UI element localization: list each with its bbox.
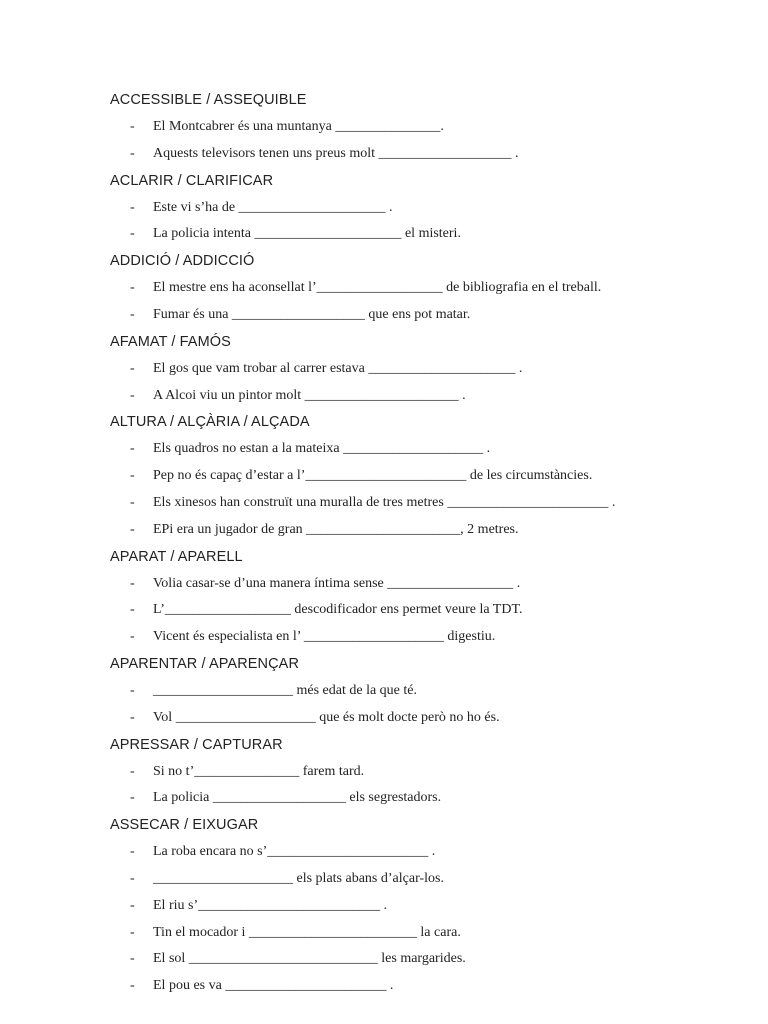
exercise-sentence (110, 141, 730, 168)
list-dash: - (130, 494, 135, 510)
exercise-sentence (110, 517, 730, 544)
word-pair-heading: ALTURA / ALÇÀRIA / ALÇADA (110, 414, 310, 431)
exercise-sentence (110, 383, 730, 410)
list-dash: - (130, 978, 135, 994)
list-dash: - (130, 521, 135, 537)
list-dash: - (130, 575, 135, 591)
list-dash: - (130, 119, 135, 134)
exercise-sentence (110, 436, 730, 463)
list-dash: - (130, 226, 135, 242)
sentence-text: El mestre ens ha aconsellat l’__________________ de bibliografia en el treball. (153, 280, 602, 296)
word-pair-section (110, 87, 730, 168)
sentence-text: L’__________________ descodificador ens permet veure la TDT. (153, 602, 523, 618)
sentence-text: A Alcoi viu un pintor molt ______________________ . (153, 387, 466, 403)
exercise-sentence (110, 973, 730, 1000)
exercise-sentence (110, 946, 730, 973)
list-dash: - (130, 870, 135, 886)
word-pair-heading: APRESSAR / CAPTURAR (110, 736, 283, 753)
sentence-text: Tin el mocador i ________________________ la cara. (153, 924, 461, 940)
list-dash: - (130, 763, 135, 779)
sentence-text: El riu s’__________________________ . (153, 897, 388, 913)
list-dash: - (130, 709, 135, 725)
word-pair-heading: ACLARIR / CLARIFICAR (110, 172, 274, 189)
sentence-text: El sol ___________________________ les margarides. (153, 951, 466, 967)
list-dash: - (130, 468, 135, 484)
exercise-sentence (110, 463, 730, 490)
word-pair-heading: APARAT / APARELL (110, 548, 243, 565)
word-pair-heading: ADDICIÓ / ADDICCIÓ (110, 253, 255, 270)
list-dash: - (130, 387, 135, 403)
word-pair-section (110, 329, 730, 410)
exercise-sentence (110, 221, 730, 248)
list-dash: - (130, 924, 135, 940)
sentence-text: Este vi s’ha de _____________________ . (153, 199, 393, 215)
sentence-text: EPi era un jugador de gran ______________________, 2 metres. (153, 521, 519, 537)
word-pair-section (110, 409, 730, 543)
sentence-text: La policia intenta _____________________ el misteri. (153, 226, 461, 242)
sentence-text: El gos que vam trobar al carrer estava _____________________ . (153, 360, 523, 376)
list-dash: - (130, 441, 135, 457)
sentence-text: El Montcabrer és una muntanya _______________. (153, 119, 444, 134)
sentence-text: ____________________ més edat de la que té. (153, 682, 418, 698)
word-pair-heading: APARENTAR / APARENÇAR (110, 655, 300, 672)
exercise-sentence (110, 678, 730, 705)
sentence-text: Fumar és una ___________________ que ens pot matar. (153, 306, 471, 322)
exercise-sentence (110, 490, 730, 517)
sentence-text: La policia ___________________ els segrestadors. (153, 790, 442, 806)
list-dash: - (130, 602, 135, 618)
exercise-sentence (110, 571, 730, 598)
exercise-sentence (110, 759, 730, 786)
exercise-sentence (110, 893, 730, 920)
exercise-sentence (110, 114, 730, 141)
word-pair-section (110, 248, 730, 329)
exercise-sentence (110, 275, 730, 302)
exercise-sentence (110, 866, 730, 893)
word-pair-section (110, 168, 730, 249)
sentence-text: Vol ____________________ que és molt docte però no ho és. (153, 709, 500, 725)
sentence-text: Pep no és capaç d’estar a l’_______________________ de les circumstàncies. (153, 468, 593, 484)
list-dash: - (130, 145, 135, 161)
list-dash: - (130, 199, 135, 215)
sentence-text: Vicent és especialista en l’ ____________________ digestiu. (153, 629, 496, 645)
list-dash: - (130, 280, 135, 296)
sentence-text: La roba encara no s’_______________________ . (153, 844, 436, 860)
sentence-text: ____________________ els plats abans d’alçar-los. (153, 870, 444, 886)
word-pair-heading: ASSECAR / EIXUGAR (110, 817, 259, 834)
list-dash: - (130, 682, 135, 698)
list-dash: - (130, 306, 135, 322)
exercise-sentence (110, 839, 730, 866)
exercise-sentence (110, 302, 730, 329)
list-dash: - (130, 790, 135, 806)
sentence-text: Volia casar-se d’una manera íntima sense __________________ . (153, 575, 521, 591)
word-pair-heading: ACCESSIBLE / ASSEQUIBLE (110, 92, 307, 108)
exercise-sentence (110, 195, 730, 222)
exercise-sentence (110, 624, 730, 651)
list-dash: - (130, 844, 135, 860)
list-dash: - (130, 360, 135, 376)
sentence-text: Aquests televisors tenen uns preus molt ___________________ . (153, 145, 519, 161)
word-pair-section (110, 812, 730, 1000)
word-pair-section (110, 732, 730, 813)
exercise-sentence (110, 597, 730, 624)
exercise-sentence (110, 356, 730, 383)
list-dash: - (130, 951, 135, 967)
word-pair-section (110, 651, 730, 732)
exercise-sentence (110, 920, 730, 947)
sentence-text: Els xinesos han construït una muralla de tres metres _______________________ . (153, 494, 616, 510)
word-pair-section (110, 544, 730, 651)
list-dash: - (130, 897, 135, 913)
exercise-page (110, 87, 730, 1000)
sentence-text: Si no t’_______________ farem tard. (153, 763, 365, 779)
sentence-text: El pou es va _______________________ . (153, 978, 394, 994)
word-pair-heading: AFAMAT / FAMÓS (110, 333, 231, 350)
sentence-text: Els quadros no estan a la mateixa ____________________ . (153, 441, 491, 457)
list-dash: - (130, 629, 135, 645)
exercise-sentence (110, 705, 730, 732)
exercise-sentence (110, 785, 730, 812)
